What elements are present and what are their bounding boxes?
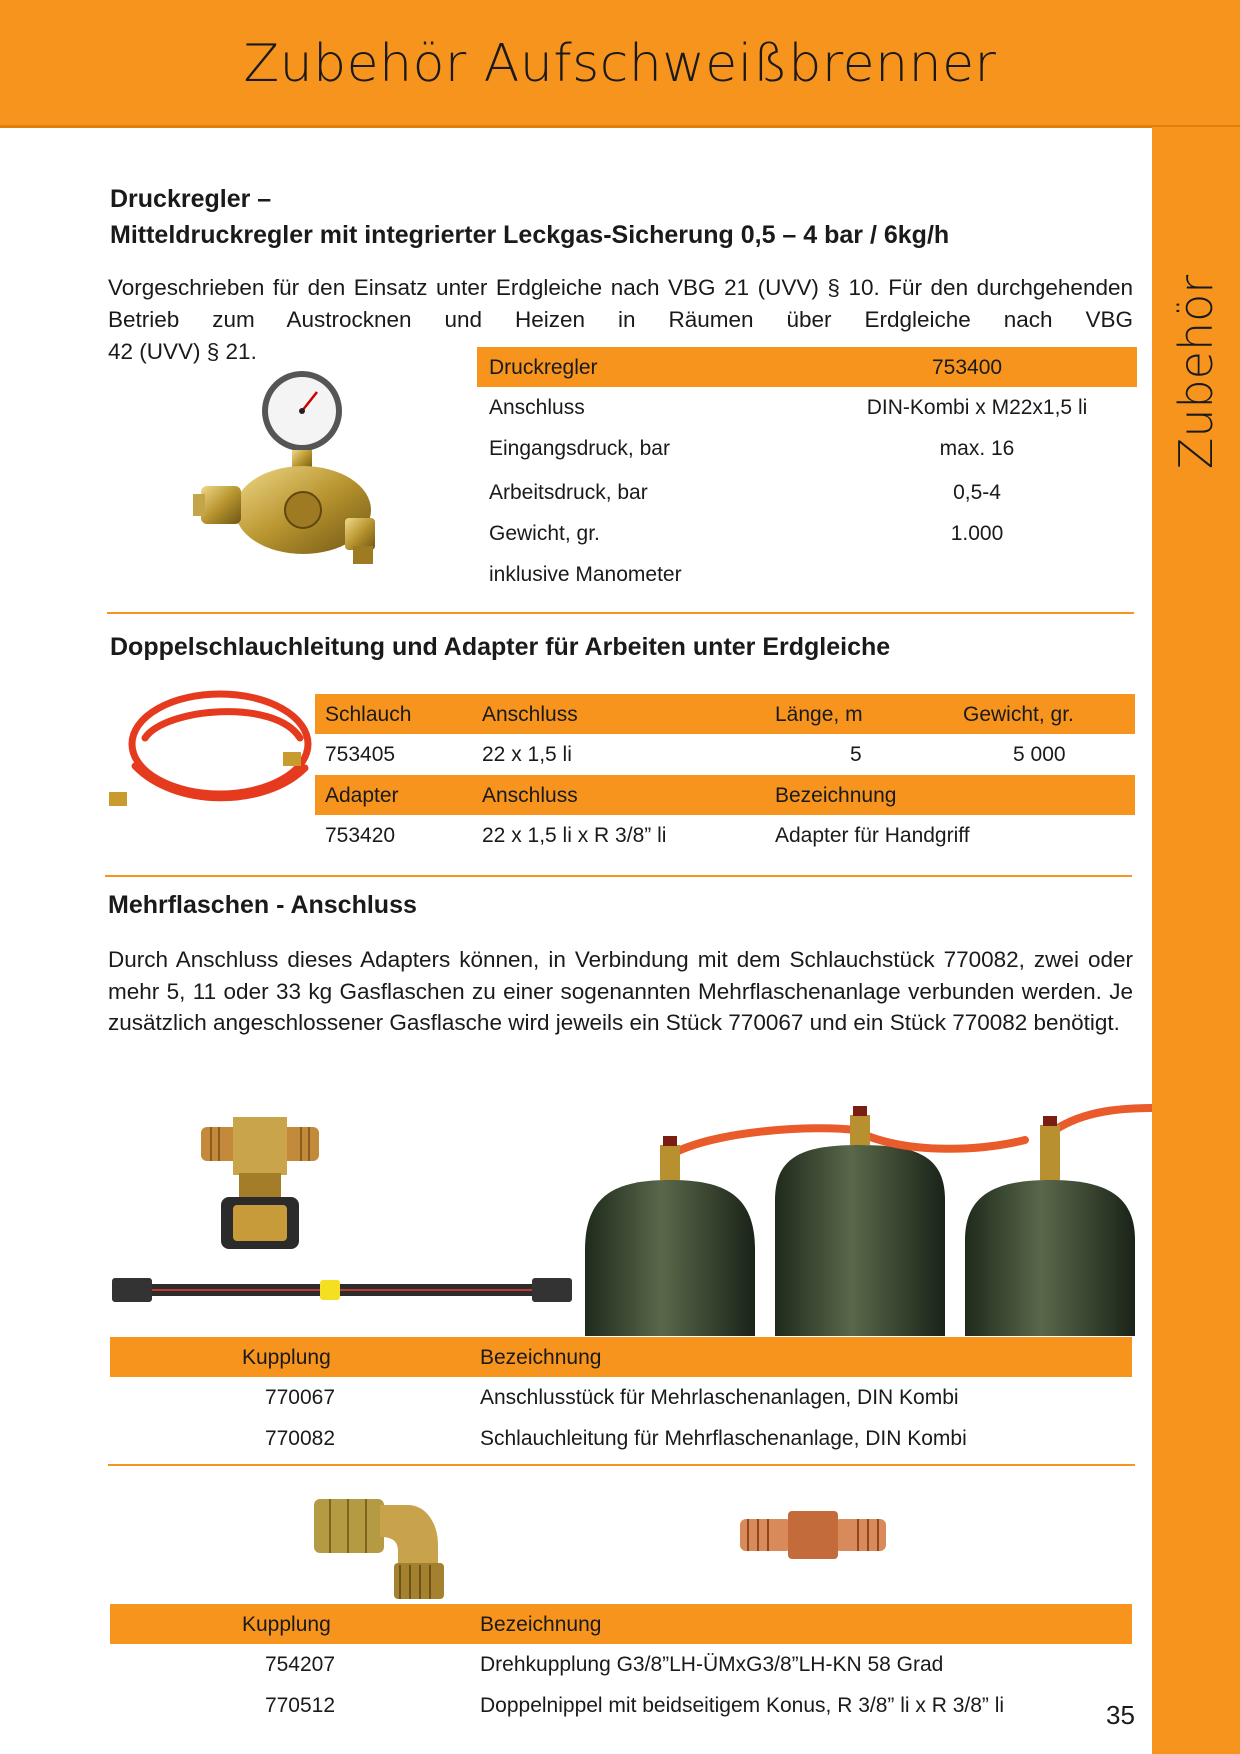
regulator-table-head xyxy=(477,347,1137,387)
description: Adapter für Handgriff xyxy=(775,824,970,847)
hose-adapter-table xyxy=(315,694,1135,856)
side-tab-label-box xyxy=(1156,274,1236,470)
section-divider xyxy=(107,612,1134,614)
multi-bottle-coupling-table xyxy=(110,1337,1132,1459)
article-number: 770067 xyxy=(264,1386,336,1409)
table-row xyxy=(110,1644,1132,1685)
page-title: Zubehör Aufschweißbrenner xyxy=(243,34,997,94)
connection: 22 x 1,5 li x R 3/8” li xyxy=(482,824,667,847)
table-row xyxy=(110,1418,1132,1459)
table-row xyxy=(477,554,1137,595)
col-header: Bezeichnung xyxy=(480,1346,602,1369)
side-tab-label: Zubehör xyxy=(1169,274,1223,470)
black-hose-image xyxy=(112,1270,572,1310)
section1-description-line1: Vorgeschrieben für den Einsatz unter Erdgleiche nach VBG 21 (UVV) § 10. Für den durchgehenden Betrieb zum Austrocknen und Heizen in Räumen über Erdgleiche nach VBG xyxy=(108,275,1133,332)
col-header: Gewicht, gr. xyxy=(963,703,1074,726)
elbow-coupling-image xyxy=(310,1485,460,1605)
spec-label: inklusive Manometer xyxy=(489,563,682,586)
gas-bottles-image xyxy=(585,1100,1152,1336)
spec-value: 0,5-4 xyxy=(953,481,1001,504)
regulator-table-head-label: Druckregler xyxy=(489,356,598,379)
col-header: Kupplung xyxy=(242,1613,331,1636)
coupling-table-head xyxy=(110,1604,1132,1644)
section1-title-line1: Druckregler – xyxy=(110,185,272,213)
section-divider xyxy=(108,1464,1135,1466)
spec-label: Anschluss xyxy=(489,396,585,419)
weight: 5 000 xyxy=(1013,743,1066,766)
col-header: Bezeichnung xyxy=(775,784,897,807)
col-header: Schlauch xyxy=(325,703,412,726)
table-row xyxy=(477,428,1137,469)
table-row xyxy=(477,387,1137,428)
table-row xyxy=(315,734,1135,775)
col-header: Anschluss xyxy=(482,703,578,726)
coupling-table-head xyxy=(110,1337,1132,1377)
section3-title: Mehrflaschen - Anschluss xyxy=(108,891,417,919)
spec-value: DIN-Kombi x M22x1,5 li xyxy=(866,396,1088,419)
length: 5 xyxy=(850,743,862,766)
article-number: 770512 xyxy=(264,1694,336,1717)
page-header xyxy=(0,0,1240,128)
pressure-regulator-image xyxy=(185,368,415,568)
spec-label: Arbeitsdruck, bar xyxy=(489,481,648,504)
col-header: Anschluss xyxy=(482,784,578,807)
description: Anschlusstück für Mehrlaschenanlagen, DIN Kombi xyxy=(480,1386,959,1409)
page-number: 35 xyxy=(1106,1700,1135,1730)
side-tab xyxy=(1152,127,1240,1754)
adapter-table-head xyxy=(315,775,1135,815)
spec-label: Gewicht, gr. xyxy=(489,522,600,545)
table-row xyxy=(315,815,1135,856)
connection: 22 x 1,5 li xyxy=(482,743,572,766)
double-nipple-image xyxy=(738,1505,888,1565)
regulator-spec-table xyxy=(477,347,1137,595)
t-connector-image xyxy=(195,1115,325,1255)
description: Doppelnippel mit beidseitigem Konus, R 3/8” li x R 3/8” li xyxy=(480,1694,1005,1717)
hose-table-head xyxy=(315,694,1135,734)
section1-description-line2: 42 (UVV) § 21. xyxy=(108,339,257,364)
col-header: Kupplung xyxy=(242,1346,331,1369)
spec-value: max. 16 xyxy=(939,437,1015,460)
regulator-table-head-code: 753400 xyxy=(932,356,1003,379)
description: Schlauchleitung für Mehrflaschenanlage, DIN Kombi xyxy=(480,1427,967,1450)
table-row xyxy=(477,469,1137,513)
section-divider xyxy=(105,875,1132,877)
table-row xyxy=(110,1685,1132,1726)
table-row xyxy=(110,1377,1132,1418)
double-hose-image xyxy=(105,688,315,813)
article-number: 770082 xyxy=(264,1427,336,1450)
col-header: Adapter xyxy=(325,784,399,807)
article-number: 754207 xyxy=(264,1653,336,1676)
section3-description: Durch Anschluss dieses Adapters können, in Verbindung mit dem Schlauchstück 770082, zwei oder mehr 5, 11 oder 33 kg Gasflaschen zu einer sogenannten Mehrflaschenanlage verbunden werden. Je zusätzlich angeschlossener Gasflasche wird jeweils ein Stück 770067 und ein Stück 770082 benötigt. xyxy=(108,947,1133,1035)
col-header: Bezeichnung xyxy=(480,1613,602,1636)
spec-value: 1.000 xyxy=(950,522,1004,545)
article-number: 753420 xyxy=(325,824,396,847)
description: Drehkupplung G3/8”LH-ÜMxG3/8”LH-KN 58 Grad xyxy=(480,1653,944,1676)
table-row xyxy=(477,513,1137,554)
col-header: Länge, m xyxy=(775,703,863,726)
article-number: 753405 xyxy=(325,743,396,766)
coupling-nipple-table xyxy=(110,1604,1132,1726)
section2-title: Doppelschlauchleitung und Adapter für Arbeiten unter Erdgleiche xyxy=(110,633,891,661)
section1-title-line2: Mitteldruckregler mit integrierter Leckgas-Sicherung 0,5 – 4 bar / 6kg/h xyxy=(110,221,950,249)
spec-label: Eingangsdruck, bar xyxy=(489,437,670,460)
